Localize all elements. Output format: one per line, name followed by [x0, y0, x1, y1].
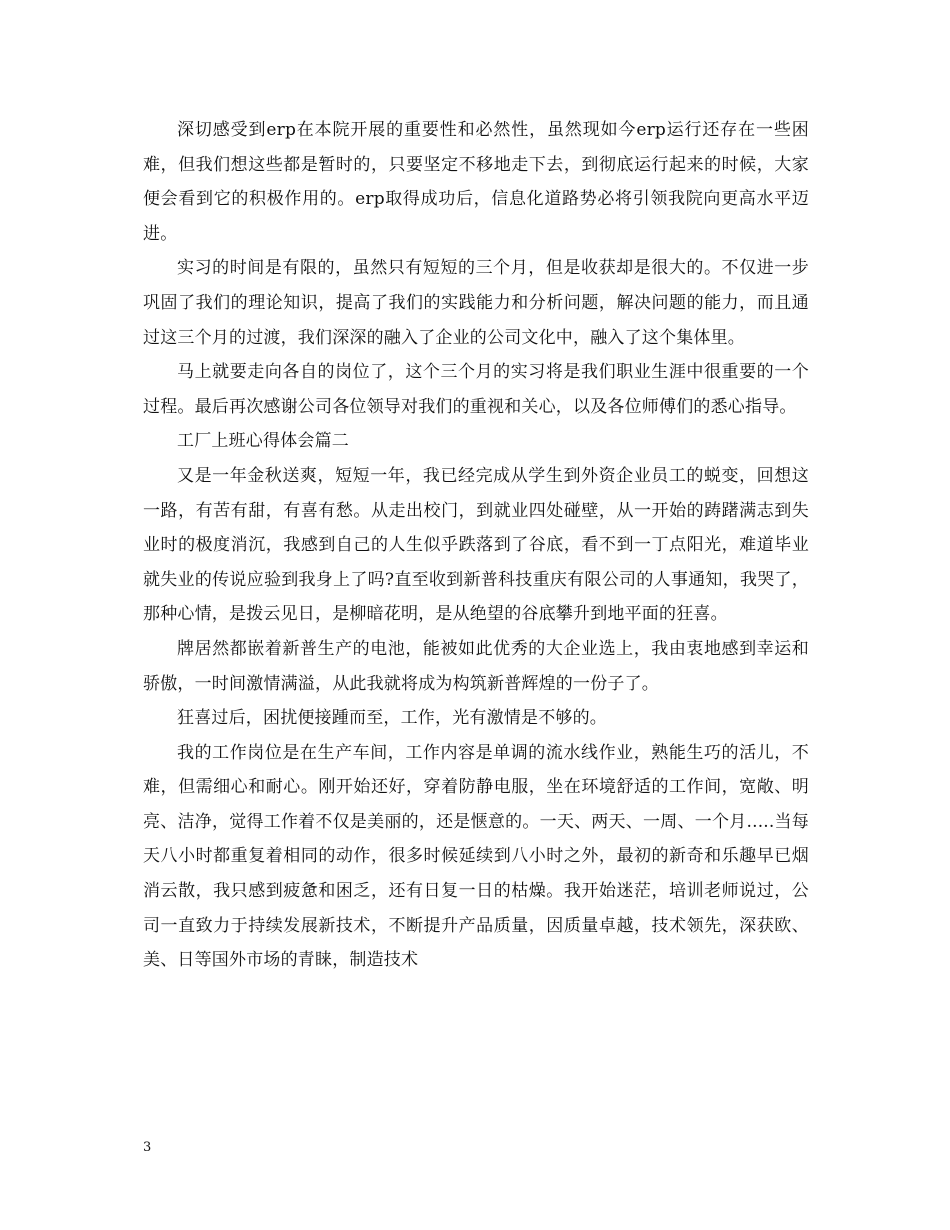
paragraph-internship-gains: 实习的时间是有限的，虽然只有短短的三个月，但是收获却是很大的。不仅进一步巩固了我们的理论知识，提高了我们的实践能力和分析问题，解决问题的能力，而且通过这三个月的过渡，我们深深的融入了企业的公司文化中，融入了这个集体里。	[143, 258, 809, 348]
paragraph-work-position: 我的工作岗位是在生产车间，工作内容是单调的流水线作业，熟能生巧的活儿，不难，但需细心和耐心。刚开始还好，穿着防静电服，坐在环境舒适的工作间，宽敞、明亮、洁净，觉得工作着不仅是美丽的，还是惬意的。一天、两天、一周、一个月.....当每天八小时都重复着相同的动作，很多时候延续到八小时之外，最初的新奇和乐趣早已烟消云散，我只感到疲惫和困乏，还有日复一日的枯燥。我开始迷茫，培训老师说过，公司一直致力于持续发展新技术，不断提升产品质量，因质量卓越，技术领先，深获欧、美、日等国外市场的青睐，制造技术	[143, 742, 809, 971]
paragraph-thanks: 马上就要走向各自的岗位了，这个三个月的实习将是我们职业生涯中很重要的一个过程。最后再次感谢公司各位领导对我们的重视和关心，以及各位师傅们的悉心指导。	[143, 362, 809, 417]
paragraph-erp-importance: 深切感受到erp在本院开展的重要性和必然性，虽然现如今erp运行还存在一些困难，但我们想这些都是暂时的，只要坚定不移地走下去，到彻底运行起来的时候，大家便会看到它的积极作用的。erp取得成功后，信息化道路势必将引领我院向更高水平迈进。	[143, 120, 809, 244]
paragraph-battery-brand: 牌居然都嵌着新普生产的电池，能被如此优秀的大企业选上，我由衷地感到幸运和骄傲，一时间激情满溢，从此我就将成为构筑新普辉煌的一份子了。	[143, 638, 809, 694]
paragraph-after-joy: 狂喜过后，困扰便接踵而至，工作，光有激情是不够的。	[177, 708, 607, 729]
paragraph-autumn-year: 又是一年金秋送爽，短短一年，我已经完成从学生到外资企业员工的蜕变，回想这一路，有苦有甜，有喜有愁。从走出校门，到就业四处碰壁，从一开始的踌躇满志到失业时的极度消沉，我感到自己的人生似乎跌落到了谷底，看不到一丁点阳光，难道毕业就失业的传说应验到我身上了吗?直至收到新普科技重庆有限公司的人事通知，我哭了，那种心情，是拨云见日，是柳暗花明，是从绝望的谷底攀升到地平面的狂喜。	[143, 465, 809, 625]
document-body	[143, 113, 809, 978]
page-number: 3	[143, 1140, 152, 1155]
section-heading: 工厂上班心得体会篇二	[177, 431, 349, 452]
